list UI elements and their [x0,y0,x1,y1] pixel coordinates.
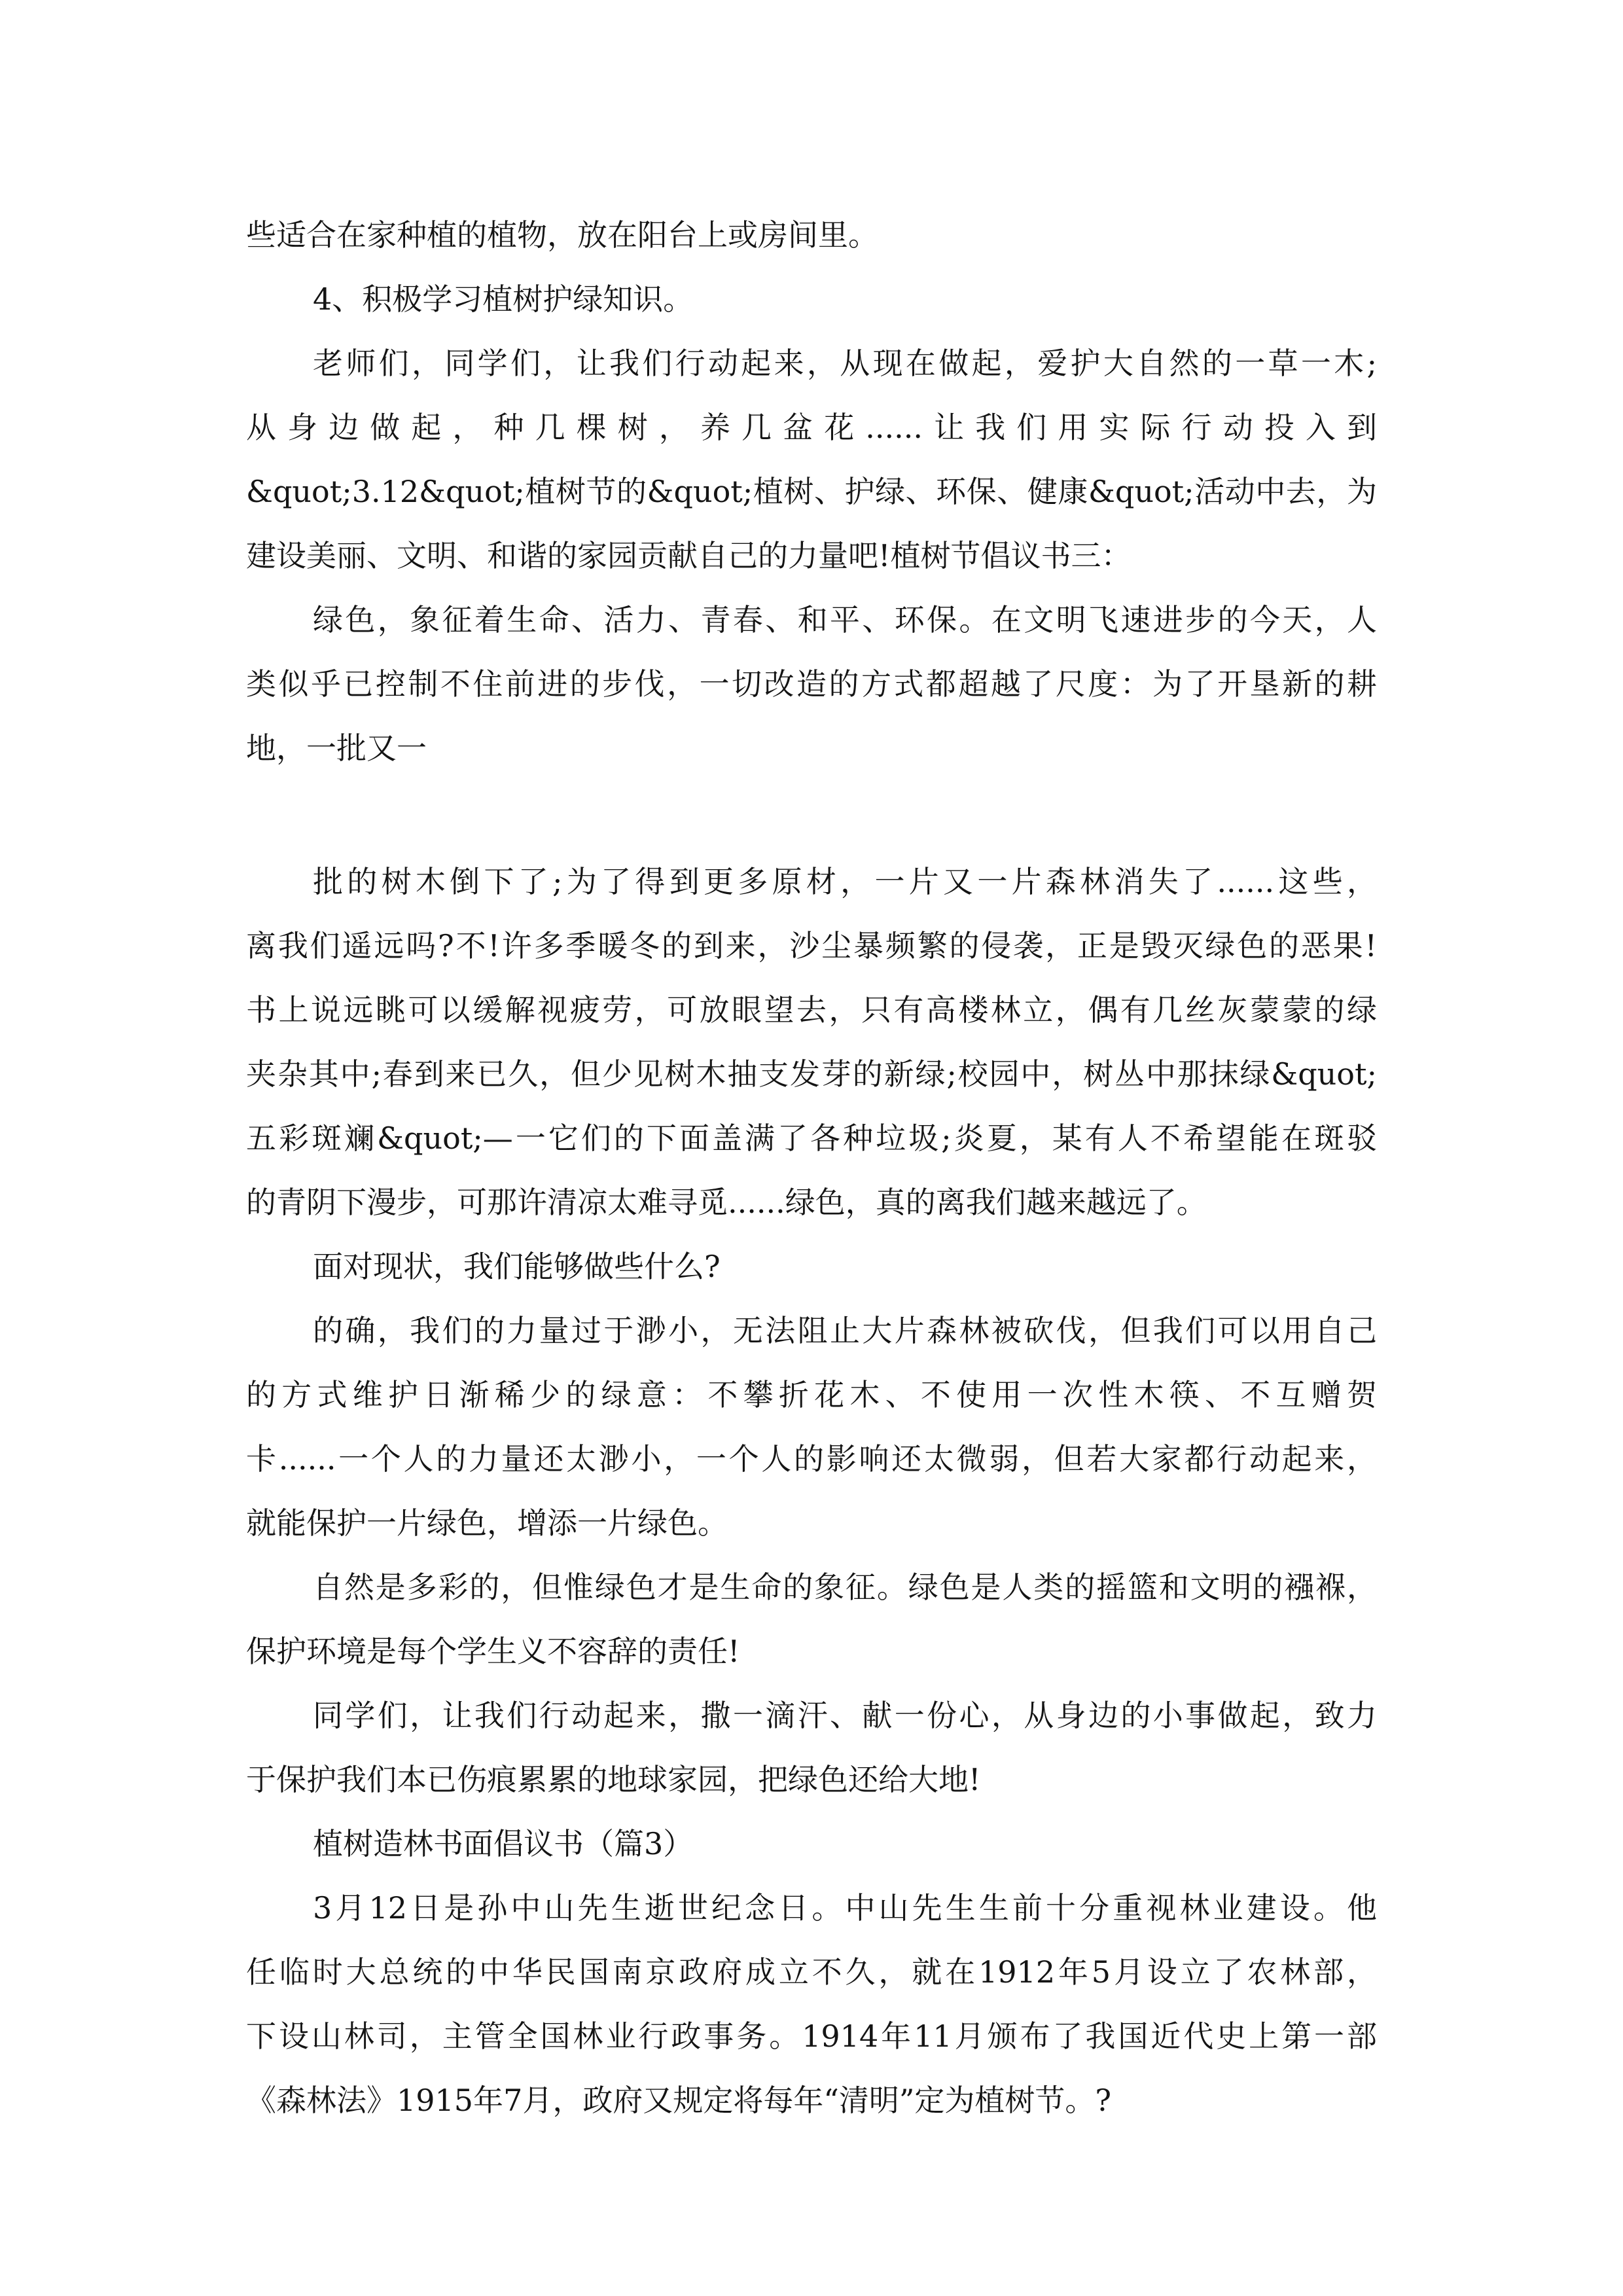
paragraph-line: 任临时大总统的中华民国南京政府成立不久，就在1912年5月设立了农林部， [246,1954,1377,1990]
text-line: 些适合在家种植的植物，放在阳台上或房间里。 [246,217,878,253]
list-item-4: 4、积极学习植树护绿知识。 [313,281,694,317]
paragraph-line: 下设山林司，主管全国林业行政事务。1914年11月颁布了我国近代史上第一部 [246,2018,1377,2054]
paragraph-line: 地，一批又一 [246,730,427,766]
paragraph-line: 同学们，让我们行动起来，撒一滴汗、献一份心，从身边的小事做起，致力 [313,1698,1377,1733]
paragraph-line: 自然是多彩的，但惟绿色才是生命的象征。绿色是人类的摇篮和文明的襁褓， [313,1570,1377,1605]
paragraph-line: 就能保护一片绿色，增添一片绿色。 [246,1505,728,1541]
paragraph-line: 的确，我们的力量过于渺小，无法阻止大片森林被砍伐，但我们可以用自己 [313,1313,1377,1348]
paragraph-line: 类似乎已控制不住前进的步伐，一切改造的方式都超越了尺度：为了开垦新的耕 [246,666,1377,702]
paragraph-line: 面对现状，我们能够做些什么? [313,1249,721,1284]
paragraph-line: 的青阴下漫步，可那许清凉太难寻觅......绿色，真的离我们越来越远了。 [246,1185,1207,1220]
paragraph-line: 从身边做起，种几棵树，养几盆花......让我们用实际行动投入到 [246,410,1377,445]
paragraph-line: &quot;3.12&quot;植树节的&quot;植树、护绿、环保、健康&quot;活动中去，为 [246,474,1377,509]
section-heading: 植树造林书面倡议书（篇3） [313,1826,694,1861]
paragraph-line: 《森林法》1915年7月，政府又规定将每年“清明”定为植树节。? [246,2083,1112,2118]
paragraph-line: 批的树木倒下了;为了得到更多原材，一片又一片森林消失了......这些， [313,864,1377,899]
paragraph-line: 书上说远眺可以缓解视疲劳，可放眼望去，只有高楼林立，偶有几丝灰蒙蒙的绿 [246,992,1377,1028]
paragraph-line: 绿色，象征着生命、活力、青春、和平、环保。在文明飞速进步的今天，人 [313,602,1377,637]
paragraph-line: 夹杂其中;春到来已久，但少见树木抽支发芽的新绿;校园中，树丛中那抹绿&quot; [246,1056,1377,1092]
paragraph-line: 五彩斑斓&quot;—一它们的下面盖满了各种垃圾;炎夏，某有人不希望能在斑驳 [246,1121,1377,1156]
paragraph-line: 于保护我们本已伤痕累累的地球家园，把绿色还给大地! [246,1762,981,1797]
paragraph-line: 老师们，同学们，让我们行动起来，从现在做起，爱护大自然的一草一木; [313,346,1377,381]
document-body [246,203,1377,2132]
paragraph-line: 离我们遥远吗?不!许多季暖冬的到来，沙尘暴频繁的侵袭，正是毁灭绿色的恶果! [246,928,1377,963]
paragraph-line: 建设美丽、文明、和谐的家园贡献自己的力量吧!植树节倡议书三： [246,538,1132,573]
paragraph-line: 3月12日是孙中山先生逝世纪念日。中山先生生前十分重视林业建设。他 [313,1890,1377,1926]
paragraph-line: 卡......一个人的力量还太渺小，一个人的影响还太微弱，但若大家都行动起来， [246,1441,1377,1477]
paragraph-line: 保护环境是每个学生义不容辞的责任! [246,1634,740,1669]
paragraph-line: 的方式维护日渐稀少的绿意：不攀折花木、不使用一次性木筷、不互赠贺 [246,1377,1377,1412]
page-gap [246,780,1377,850]
